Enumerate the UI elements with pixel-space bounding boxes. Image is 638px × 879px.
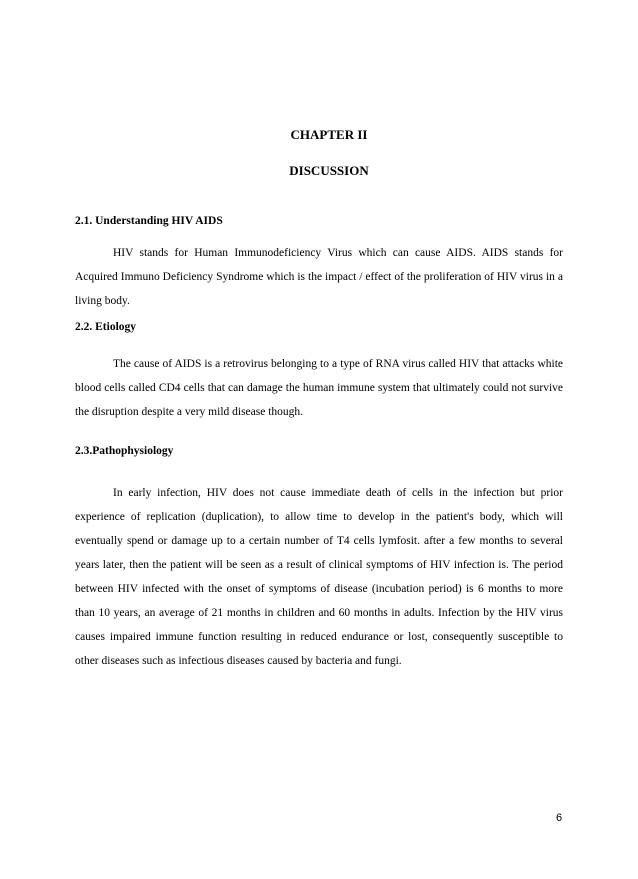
section-paragraph-understanding: HIV stands for Human Immunodeficiency Virus which can cause AIDS. AIDS stands for Acquired Immuno Deficiency Syndrome which is the impact / effect of the proliferation of HIV virus in a living body. (75, 247, 563, 307)
section-heading-etiology: 2.2. Etiology (75, 321, 137, 333)
section-heading-pathophysiology: 2.3.Pathophysiology (75, 445, 174, 457)
page-number: 6 (556, 812, 563, 824)
section-heading-understanding: 2.1. Understanding HIV AIDS (75, 215, 223, 227)
section-paragraph-etiology: The cause of AIDS is a retrovirus belonging to a type of RNA virus called HIV that attacks white blood cells called CD4 cells that can damage the human immune system that ultimately could not survive the disruption despite a very mild disease though. (75, 358, 563, 418)
chapter-number: CHAPTER II (290, 127, 368, 142)
section-paragraph-pathophysiology: In early infection, HIV does not cause immediate death of cells in the infection but prior experience of replication (duplication), to allow time to develop in the patient's body, which will eventually spend or damage up to a certain number of T4 cells lymfosit. after a few months to several years later, then the patient will be seen as a result of clinical symptoms of HIV infection is. The period between HIV infected with the onset of symptoms of disease (incubation period) is 6 months to more than 10 years, an average of 21 months in children and 60 months in adults. Infection by the HIV virus causes impaired immune function resulting in reduced endurance or lost, consequently susceptible to other diseases such as infectious diseases caused by bacteria and fungi. (75, 487, 563, 667)
chapter-title: DISCUSSION (289, 163, 369, 178)
